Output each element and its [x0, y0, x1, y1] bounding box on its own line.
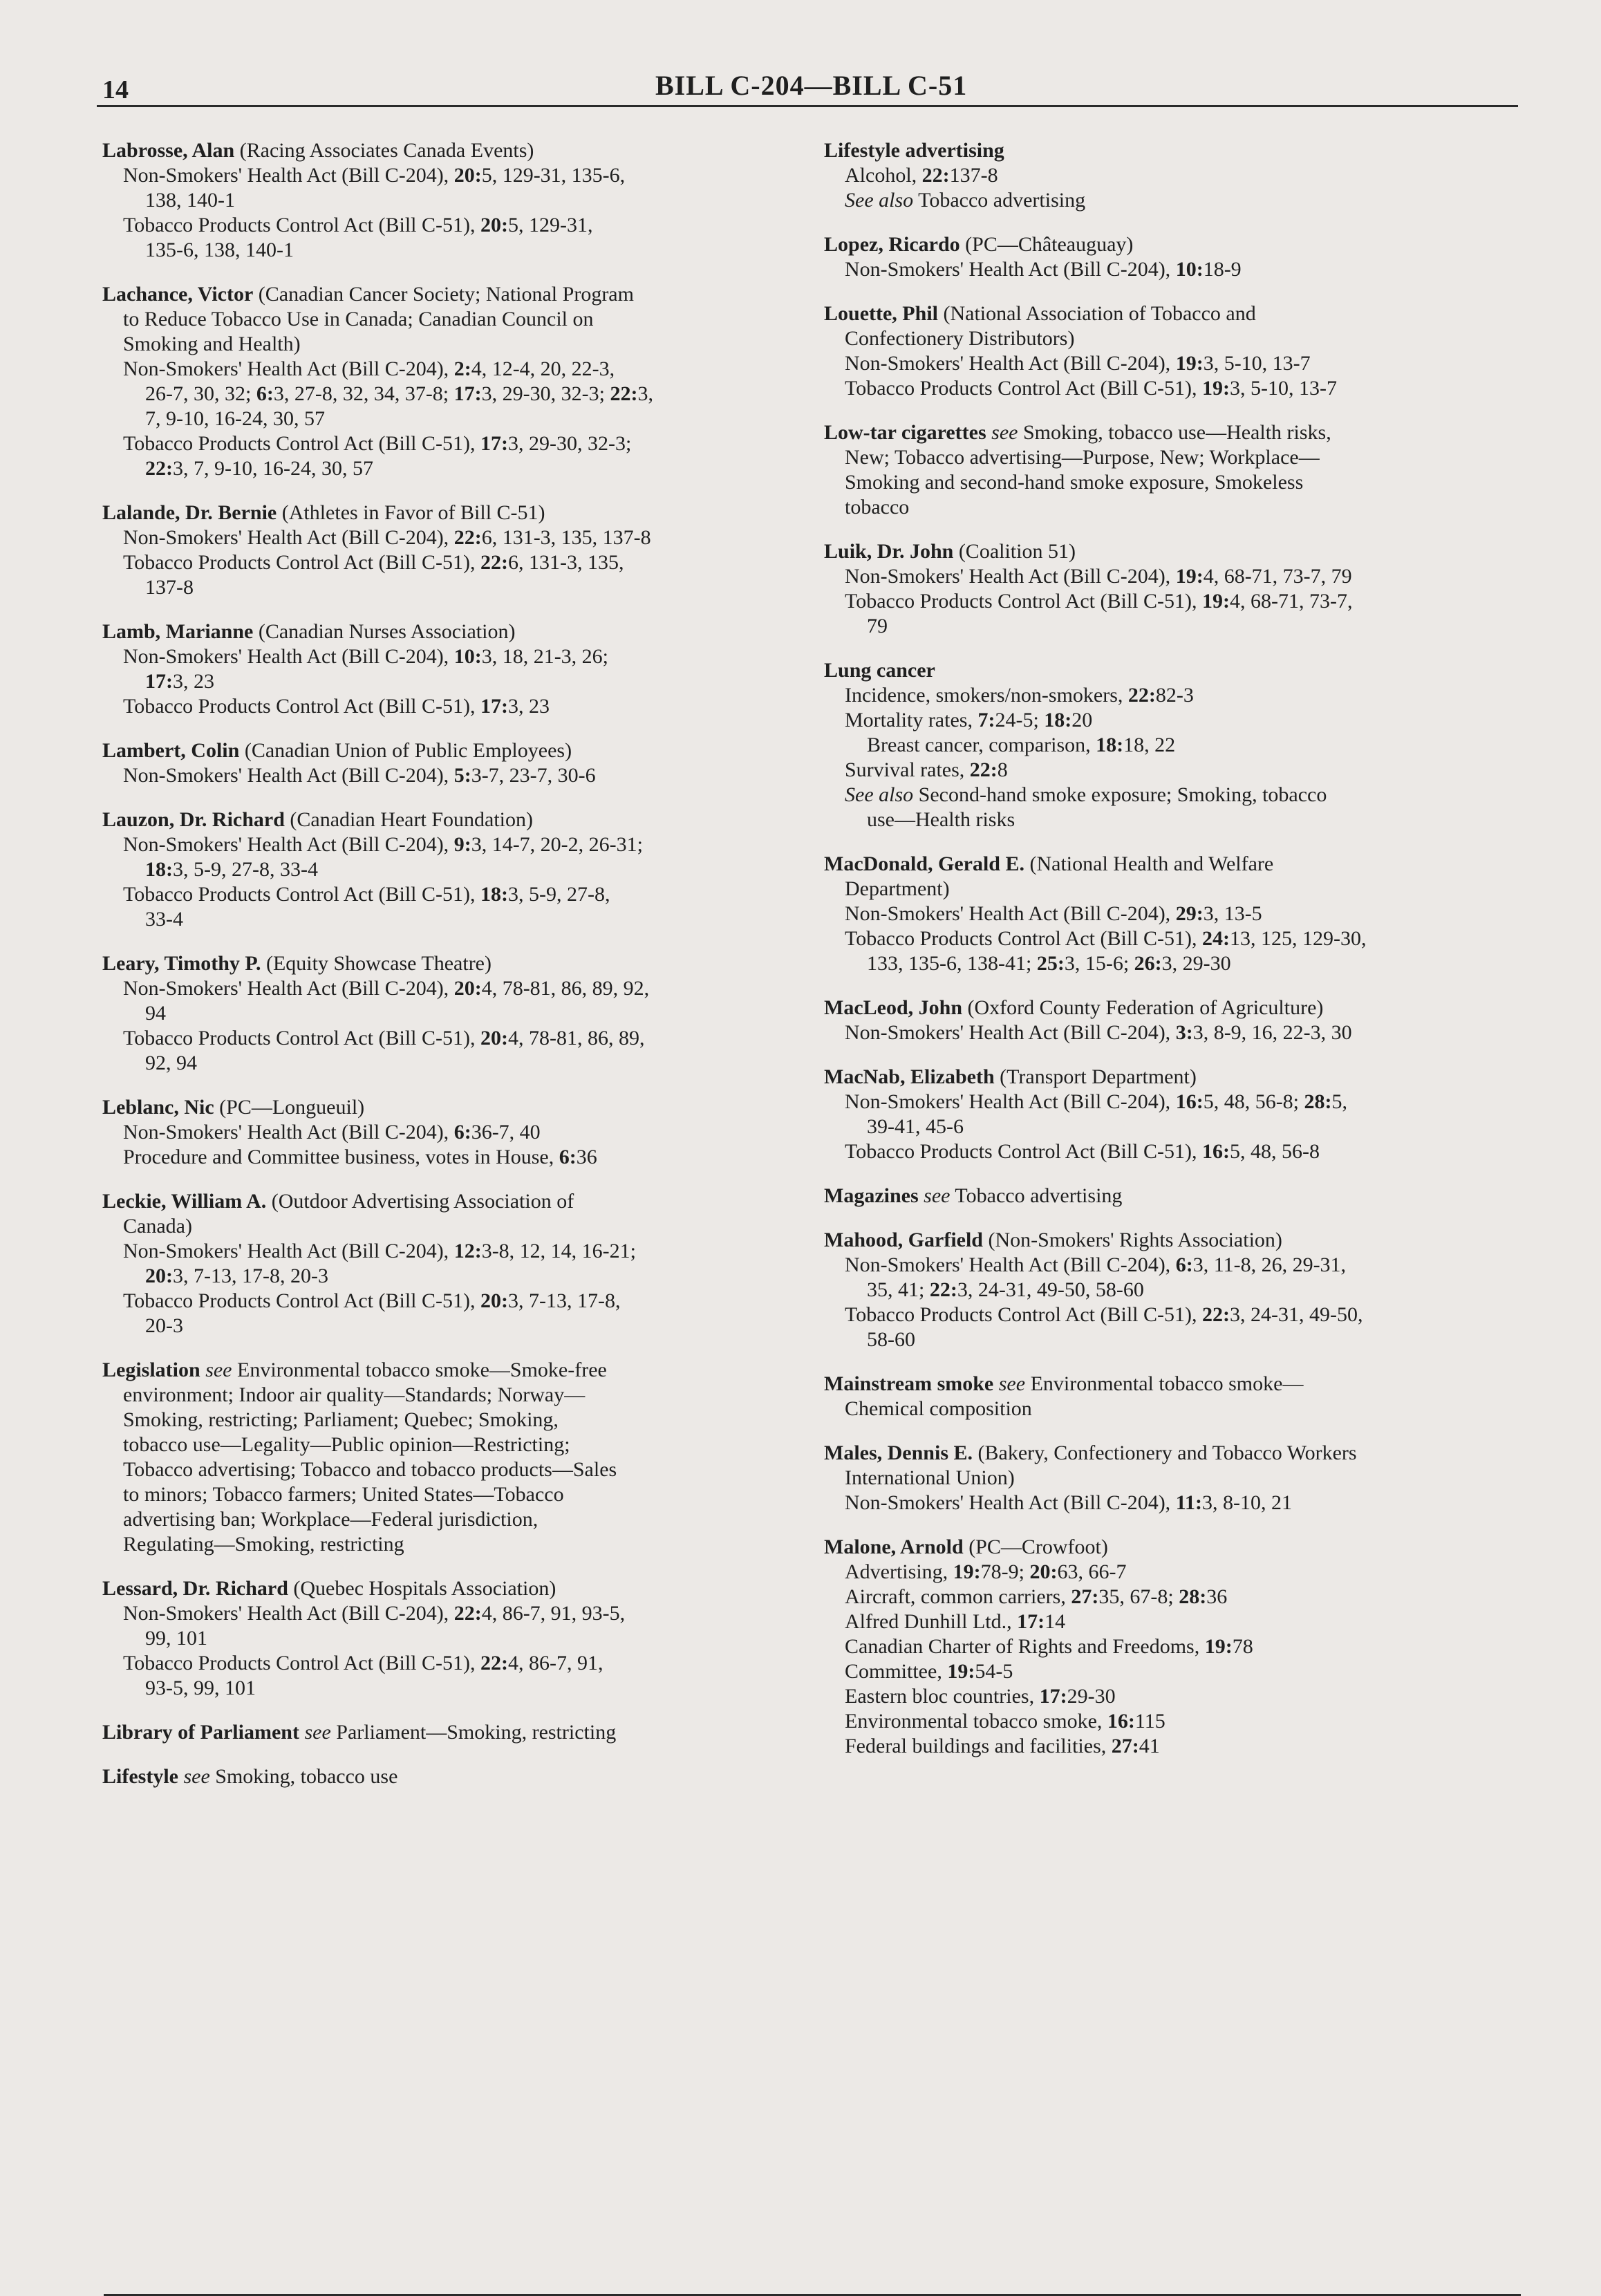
index-subentry: Canadian Charter of Rights and Freedoms, 19:78: [845, 1635, 1253, 1658]
index-subentry: 20:3, 7-13, 17-8, 20-3: [145, 1264, 328, 1287]
index-entry: [102, 1576, 801, 1701]
index-entry-heading: Library of Parliament see Parliament—Smoking, restricting: [102, 1721, 617, 1744]
index-subentry: environment; Indoor air quality—Standards; Norway—: [123, 1383, 586, 1406]
index-subentry: Non-Smokers' Health Act (Bill C-204), 19:4, 68-71, 73-7, 79: [845, 565, 1352, 588]
index-subentry: 137-8: [145, 576, 194, 599]
index-entry: [824, 996, 1522, 1045]
index-entry-heading: Males, Dennis E. (Bakery, Confectionery and Tobacco Workers: [824, 1441, 1357, 1464]
index-subentry: Non-Smokers' Health Act (Bill C-204), 5:3-7, 23-7, 30-6: [123, 764, 596, 787]
index-subentry: Non-Smokers' Health Act (Bill C-204), 20:5, 129-31, 135-6,: [123, 164, 626, 187]
index-subentry: Tobacco Products Control Act (Bill C-51), 16:5, 48, 56-8: [845, 1140, 1320, 1163]
index-subentry: Tobacco Products Control Act (Bill C-51), 17:3, 23: [123, 695, 550, 718]
index-entry-heading: Malone, Arnold (PC—Crowfoot): [824, 1536, 1108, 1558]
index-subentry: Environmental tobacco smoke, 16:115: [845, 1710, 1165, 1733]
index-entry: [102, 1720, 801, 1745]
index-entry-heading: Low-tar cigarettes see Smoking, tobacco use—Health risks,: [824, 421, 1331, 444]
index-entry-heading: Mahood, Garfield (Non-Smokers' Rights Association): [824, 1229, 1282, 1251]
index-subentry: tobacco: [845, 496, 910, 519]
index-subentry: Confectionery Distributors): [845, 327, 1075, 350]
index-entry: [824, 1228, 1522, 1352]
index-entry: [824, 420, 1522, 520]
index-subentry: Smoking and Health): [123, 333, 301, 355]
index-entry: [824, 1184, 1522, 1208]
index-subentry: Alfred Dunhill Ltd., 17:14: [845, 1610, 1066, 1633]
index-subentry: Department): [845, 877, 950, 900]
index-subentry: Non-Smokers' Health Act (Bill C-204), 16:5, 48, 56-8; 28:5,: [845, 1090, 1348, 1113]
index-subentry: Non-Smokers' Health Act (Bill C-204), 11:3, 8-10, 21: [845, 1491, 1293, 1514]
index-subentry: Tobacco Products Control Act (Bill C-51), 18:3, 5-9, 27-8,: [123, 883, 610, 906]
index-subentry: 22:3, 7, 9-10, 16-24, 30, 57: [145, 457, 373, 480]
index-subentry: 94: [145, 1002, 166, 1025]
index-subentry: 99, 101: [145, 1627, 207, 1650]
index-entry: [102, 1358, 801, 1557]
index-entry: [102, 282, 801, 481]
index-entry: [102, 1095, 801, 1170]
index-subentry: Non-Smokers' Health Act (Bill C-204), 6:3, 11-8, 26, 29-31,: [845, 1253, 1347, 1276]
index-subentry: Tobacco Products Control Act (Bill C-51), 20:3, 7-13, 17-8,: [123, 1289, 621, 1312]
index-subentry: Smoking, restricting; Parliament; Quebec; Smoking,: [123, 1408, 559, 1431]
index-subentry: Smoking and second-hand smoke exposure, Smokeless: [845, 471, 1304, 494]
index-entry-heading: Luik, Dr. John (Coalition 51): [824, 540, 1076, 563]
index-entry-heading: Lopez, Ricardo (PC—Châteauguay): [824, 233, 1134, 256]
index-entry-heading: Mainstream smoke see Environmental tobacco smoke—: [824, 1372, 1304, 1395]
header-rule: [97, 105, 1518, 107]
index-column-right: [824, 138, 1522, 1778]
index-entry-heading: Leary, Timothy P. (Equity Showcase Theatre): [102, 952, 491, 975]
index-entry-heading: Lung cancer: [824, 659, 935, 682]
index-subentry: Non-Smokers' Health Act (Bill C-204), 22:6, 131-3, 135, 137-8: [123, 526, 651, 549]
index-subentry: Breast cancer, comparison, 18:18, 22: [867, 734, 1176, 756]
index-entry: [102, 808, 801, 932]
index-entry: [102, 951, 801, 1076]
index-entry: [824, 301, 1522, 401]
index-entry-heading: Lamb, Marianne (Canadian Nurses Association): [102, 620, 516, 643]
index-entry-heading: Louette, Phil (National Association of Tobacco and: [824, 302, 1256, 325]
index-subentry: to Reduce Tobacco Use in Canada; Canadian Council on: [123, 308, 594, 330]
index-entry-heading: Lessard, Dr. Richard (Quebec Hospitals Association): [102, 1577, 556, 1600]
index-subentry: 138, 140-1: [145, 189, 235, 212]
index-subentry: Non-Smokers' Health Act (Bill C-204), 10:18-9: [845, 258, 1242, 281]
index-entry: [102, 619, 801, 719]
index-entry: [824, 138, 1522, 213]
index-entry-heading: Lauzon, Dr. Richard (Canadian Heart Foundation): [102, 808, 533, 831]
index-subentry: Tobacco Products Control Act (Bill C-51), 19:3, 5-10, 13-7: [845, 377, 1337, 400]
index-entry: [102, 1189, 801, 1338]
running-head: BILL C-204—BILL C-51: [655, 70, 968, 101]
index-subentry: 33-4: [145, 908, 183, 931]
index-subentry: 35, 41; 22:3, 24-31, 49-50, 58-60: [867, 1278, 1144, 1301]
index-entry-heading: Lambert, Colin (Canadian Union of Public Employees): [102, 739, 572, 762]
index-subentry: Non-Smokers' Health Act (Bill C-204), 3:3, 8-9, 16, 22-3, 30: [845, 1021, 1352, 1044]
page-number: 14: [102, 75, 129, 104]
index-subentry: 92, 94: [145, 1052, 197, 1074]
index-subentry: Tobacco Products Control Act (Bill C-51), 17:3, 29-30, 32-3;: [123, 432, 632, 455]
index-entry: [824, 539, 1522, 639]
index-entry-heading: Magazines see Tobacco advertising: [824, 1184, 1123, 1207]
index-subentry: Regulating—Smoking, restricting: [123, 1533, 404, 1556]
index-subentry: Non-Smokers' Health Act (Bill C-204), 12:3-8, 12, 14, 16-21;: [123, 1240, 637, 1262]
index-subentry: Eastern bloc countries, 17:29-30: [845, 1685, 1116, 1708]
index-subentry: advertising ban; Workplace—Federal jurisdiction,: [123, 1508, 539, 1531]
index-entry: [824, 1535, 1522, 1759]
index-subentry: Incidence, smokers/non-smokers, 22:82-3: [845, 684, 1194, 707]
index-entry: [824, 232, 1522, 282]
index-entry-heading: Lifestyle advertising: [824, 139, 1004, 162]
index-subentry: Tobacco Products Control Act (Bill C-51), 22:6, 131-3, 135,: [123, 551, 624, 574]
index-subentry: Procedure and Committee business, votes in House, 6:36: [123, 1146, 597, 1168]
index-subentry: See also Tobacco advertising: [845, 189, 1086, 212]
index-entry: [824, 658, 1522, 832]
index-subentry: Tobacco advertising; Tobacco and tobacco products—Sales: [123, 1458, 617, 1481]
index-entry-heading: Leckie, William A. (Outdoor Advertising Association of: [102, 1190, 574, 1213]
index-subentry: Non-Smokers' Health Act (Bill C-204), 19:3, 5-10, 13-7: [845, 352, 1311, 375]
index-entry: [824, 1065, 1522, 1164]
index-subentry: 39-41, 45-6: [867, 1115, 964, 1138]
index-subentry: 26-7, 30, 32; 6:3, 27-8, 32, 34, 37-8; 17:3, 29-30, 32-3; 22:3,: [145, 382, 653, 405]
index-subentry: Non-Smokers' Health Act (Bill C-204), 29:3, 13-5: [845, 902, 1262, 925]
index-entry-heading: MacNab, Elizabeth (Transport Department): [824, 1065, 1197, 1088]
index-subentry: New; Tobacco advertising—Purpose, New; Workplace—: [845, 446, 1320, 469]
index-subentry: to minors; Tobacco farmers; United States—Tobacco: [123, 1483, 564, 1506]
index-subentry: 20-3: [145, 1314, 183, 1337]
index-subentry: Non-Smokers' Health Act (Bill C-204), 22:4, 86-7, 91, 93-5,: [123, 1602, 626, 1625]
index-subentry: 133, 135-6, 138-41; 25:3, 15-6; 26:3, 29-30: [867, 952, 1231, 975]
index-entry: [824, 1441, 1522, 1515]
index-entry: [102, 738, 801, 788]
index-subentry: Survival rates, 22:8: [845, 758, 1008, 781]
index-subentry: Federal buildings and facilities, 27:41: [845, 1735, 1160, 1757]
index-entry-heading: Leblanc, Nic (PC—Longueuil): [102, 1096, 365, 1119]
index-subentry: Committee, 19:54-5: [845, 1660, 1013, 1683]
index-subentry: Aircraft, common carriers, 27:35, 67-8; 28:36: [845, 1585, 1228, 1608]
index-entry-heading: MacLeod, John (Oxford County Federation of Agriculture): [824, 996, 1324, 1019]
index-subentry: Tobacco Products Control Act (Bill C-51), 20:4, 78-81, 86, 89,: [123, 1027, 645, 1049]
index-entry-heading: Lifestyle see Smoking, tobacco use: [102, 1765, 398, 1788]
index-entry: [824, 852, 1522, 976]
index-subentry: Tobacco Products Control Act (Bill C-51), 20:5, 129-31,: [123, 214, 593, 236]
index-subentry: 58-60: [867, 1328, 915, 1351]
index-entry: [824, 1372, 1522, 1421]
index-subentry: 7, 9-10, 16-24, 30, 57: [145, 407, 325, 430]
index-subentry: Tobacco Products Control Act (Bill C-51), 24:13, 125, 129-30,: [845, 927, 1367, 950]
index-entry: [102, 138, 801, 263]
index-subentry: 17:3, 23: [145, 670, 214, 693]
index-column-left: [102, 138, 801, 1809]
index-entry: [102, 1764, 801, 1789]
index-subentry: Non-Smokers' Health Act (Bill C-204), 20:4, 78-81, 86, 89, 92,: [123, 977, 650, 1000]
index-subentry: Tobacco Products Control Act (Bill C-51), 19:4, 68-71, 73-7,: [845, 590, 1353, 613]
index-subentry: Non-Smokers' Health Act (Bill C-204), 9:3, 14-7, 20-2, 26-31;: [123, 833, 643, 856]
index-subentry: tobacco use—Legality—Public opinion—Restricting;: [123, 1433, 570, 1456]
index-subentry: 79: [867, 615, 888, 637]
index-subentry: Non-Smokers' Health Act (Bill C-204), 6:36-7, 40: [123, 1121, 541, 1144]
index-subentry: Alcohol, 22:137-8: [845, 164, 998, 187]
index-subentry: See also Second-hand smoke exposure; Smoking, tobacco: [845, 783, 1327, 806]
index-subentry: 18:3, 5-9, 27-8, 33-4: [145, 858, 318, 881]
index-subentry: Non-Smokers' Health Act (Bill C-204), 2:4, 12-4, 20, 22-3,: [123, 357, 615, 380]
index-subentry: Mortality rates, 7:24-5; 18:20: [845, 709, 1093, 731]
index-subentry: Chemical composition: [845, 1397, 1032, 1420]
index-subentry: Canada): [123, 1215, 192, 1238]
index-subentry: 93-5, 99, 101: [145, 1677, 256, 1699]
index-subentry: Tobacco Products Control Act (Bill C-51), 22:3, 24-31, 49-50,: [845, 1303, 1363, 1326]
index-entry-heading: Lachance, Victor (Canadian Cancer Society; National Program: [102, 283, 634, 306]
index-subentry: 135-6, 138, 140-1: [145, 239, 294, 261]
index-entry-heading: Labrosse, Alan (Racing Associates Canada Events): [102, 139, 534, 162]
index-subentry: Non-Smokers' Health Act (Bill C-204), 10:3, 18, 21-3, 26;: [123, 645, 609, 668]
index-entry-heading: Legislation see Environmental tobacco smoke—Smoke-free: [102, 1359, 607, 1381]
index-entry: [102, 501, 801, 600]
index-entry-heading: MacDonald, Gerald E. (National Health and Welfare: [824, 852, 1274, 875]
index-subentry: Advertising, 19:78-9; 20:63, 66-7: [845, 1560, 1127, 1583]
index-subentry: Tobacco Products Control Act (Bill C-51), 22:4, 86-7, 91,: [123, 1652, 603, 1674]
index-subentry: use—Health risks: [867, 808, 1015, 831]
index-entry-heading: Lalande, Dr. Bernie (Athletes in Favor of Bill C-51): [102, 501, 545, 524]
index-subentry: International Union): [845, 1466, 1015, 1489]
